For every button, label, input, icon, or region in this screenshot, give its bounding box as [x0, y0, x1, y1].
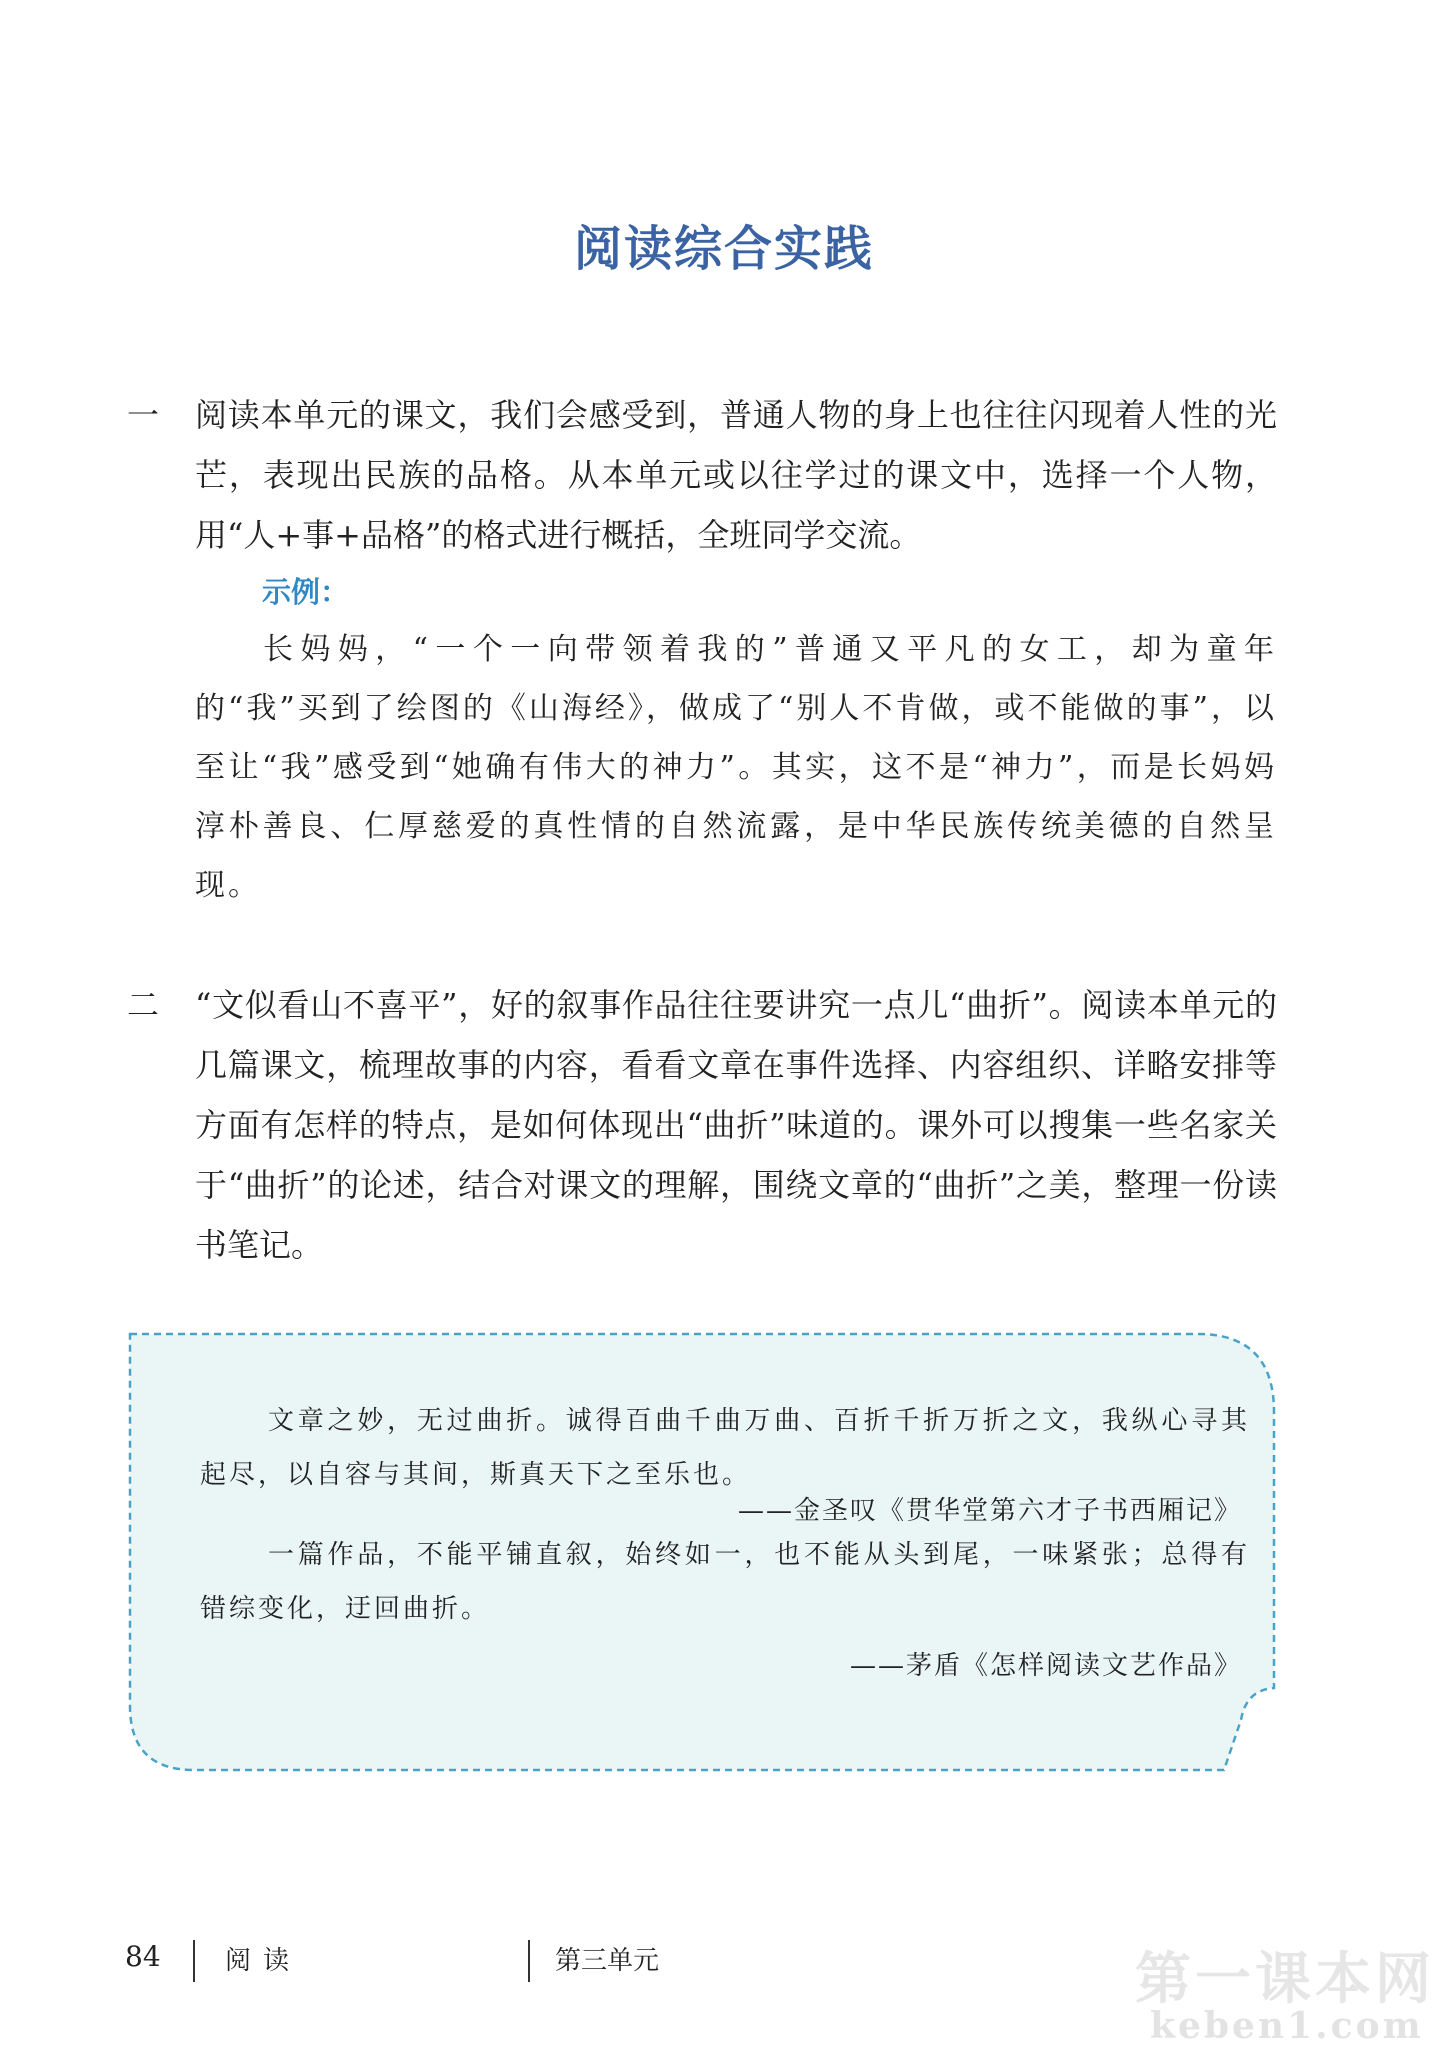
book-section-label: 阅读	[225, 1946, 302, 1976]
footer-divider	[193, 1940, 195, 1982]
quote-text: 一篇作品，不能平铺直叙，始终如一，也不能从头到尾，一味紧张；总得有错综变化，迂回曲折。	[200, 1540, 1250, 1624]
watermark-logo: 第一课本网	[1135, 1947, 1435, 2012]
section-body: 阅读本单元的课文，我们会感受到，普通人物的身上也往往闪现着人性的光芒，表现出民族的品格。从本单元或以往学过的课文中，选择一个人物，用“人+事+品格”的格式进行概括，全班同学交流。	[195, 396, 1277, 554]
footer-divider	[528, 1940, 530, 1982]
quote-text: 文章之妙，无过曲折。诚得百曲千曲万曲、百折千折万折之文，我纵心寻其起尽，以自容与其间，斯真天下之至乐也。	[200, 1406, 1250, 1490]
page-number: 84	[125, 1940, 161, 1973]
example-text: 长妈妈，“一个一向带领着我的”普通又平凡的女工，却为童年的“我”买到了绘图的《山海经》，做成了“别人不肯做，或不能做的事”，以至让“我”感受到“她确有伟大的神力”。其实，这不是“神力”，而是长妈妈淳朴善良、仁厚慈爱的真性情的自然流露，是中华民族传统美德的自然呈现。	[195, 632, 1277, 903]
unit-label: 第三单元	[555, 1946, 660, 1976]
quote-box	[128, 1332, 1276, 1772]
section-number: 二	[127, 986, 160, 1024]
page-title: 阅读综合实践	[573, 221, 874, 277]
example-label: 示例：	[262, 575, 350, 609]
watermark-url: keben1.com	[1150, 2005, 1424, 2047]
quote-source: ——茅盾《怎样阅读文艺作品》	[849, 1651, 1242, 1681]
section-number: 一	[127, 396, 160, 434]
quote-source: ——金圣叹《贯华堂第六才子书西厢记》	[737, 1496, 1242, 1526]
section-body: “文似看山不喜平”，好的叙事作品往往要讲究一点儿“曲折”。阅读本单元的几篇课文，梳理故事的内容，看看文章在事件选择、内容组织、详略安排等方面有怎样的特点，是如何体现出“曲折”味道的。课外可以搜集一些名家关于“曲折”的论述，结合对课文的理解，围绕文章的“曲折”之美，整理一份读书笔记。	[195, 986, 1277, 1264]
